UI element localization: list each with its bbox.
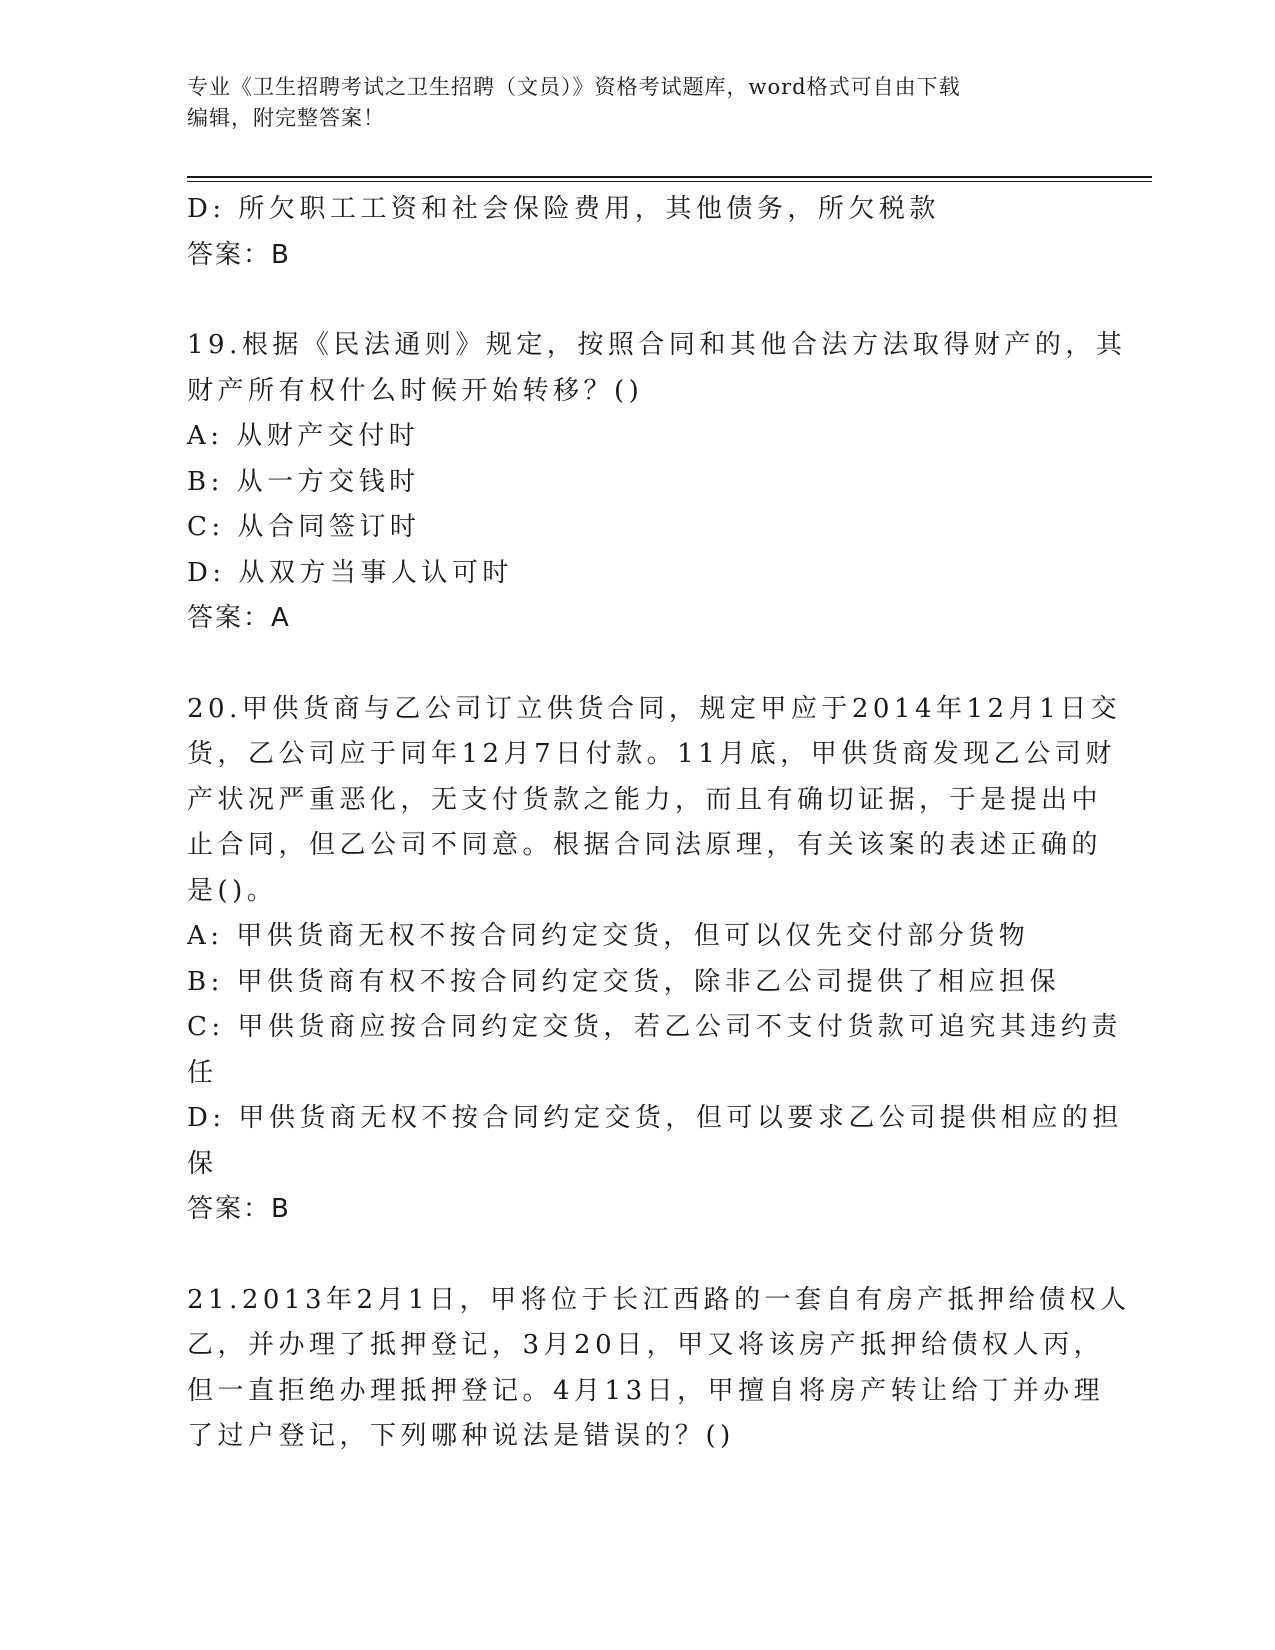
question-stem: 但一直拒绝办理抵押登记。4月13日，甲擅自将房产转让给丁并办理: [187, 1375, 1105, 1406]
option-c: C: 甲供货商应按合同约定交货，若乙公司不支付货款可追究其违约责: [187, 1012, 1122, 1042]
option-c-continued: 任: [187, 1057, 218, 1088]
question-content: [187, 187, 1131, 1460]
option-c: C: 从合同签订时: [187, 512, 421, 542]
option-d: D: 所欠职工工资和社会保险费用，其他债务，所欠税款: [187, 194, 940, 224]
header-line-2: 编辑，附完整答案！: [187, 106, 385, 130]
question-stem: 19.根据《民法通则》规定，按照合同和其他合法方法取得财产的，其: [187, 330, 1127, 360]
answer-label: 答案：B: [187, 239, 291, 270]
header-divider-thick: [187, 176, 1152, 178]
answer-label: 答案：A: [187, 603, 291, 633]
question-stem: 止合同，但乙公司不同意。根据合同法原理，有关该案的表述正确的: [187, 830, 1103, 860]
option-a: A: 甲供货商无权不按合同约定交货，但可以仅先交付部分货物: [187, 921, 1030, 951]
question-20: [187, 687, 1123, 1233]
header-divider-thin: [187, 181, 1152, 182]
question-stem: 是()。: [187, 875, 278, 906]
question-stem: 21.2013年2月1日，甲将位于长江西路的一套自有房产抵押给债权人: [187, 1284, 1131, 1315]
question-stem: 财产所有权什么时候开始转移？(): [187, 375, 644, 406]
option-a: A: 从财产交付时: [187, 421, 420, 451]
page-header: [187, 72, 1087, 134]
spacer: [187, 278, 1087, 323]
header-line-1: 专业《卫生招聘考试之卫生招聘（文员）》资格考试题库，word格式可自由下载: [187, 75, 961, 99]
option-d: D: 从双方当事人认可时: [187, 557, 513, 588]
answer-label: 答案：B: [187, 1194, 291, 1224]
question-stem: 了过户登记，下列哪种说法是错误的？(): [187, 1421, 735, 1451]
option-b: B: 甲供货商有权不按合同约定交货，除非乙公司提供了相应担保: [187, 966, 1061, 997]
option-b: B: 从一方交钱时: [187, 466, 420, 497]
question-19: [187, 323, 1127, 642]
question-stem: 乙，并办理了抵押登记，3月20日，甲又将该房产抵押给债权人丙，: [187, 1330, 1105, 1360]
spacer: [187, 642, 1087, 687]
option-d: D: 甲供货商无权不按合同约定交货，但可以要求乙公司提供相应的担: [187, 1103, 1123, 1133]
question-stem: 产状况严重恶化，无支付货款之能力，而且有确切证据，于是提出中: [187, 784, 1103, 815]
question-18-tail: [187, 187, 1087, 278]
question-21: [187, 1278, 1131, 1460]
question-stem: 货，乙公司应于同年12月7日付款。11月底，甲供货商发现乙公司财: [187, 739, 1116, 769]
spacer: [187, 1233, 1087, 1278]
option-d-continued: 保: [187, 1148, 218, 1179]
question-stem: 20.甲供货商与乙公司订立供货合同，规定甲应于2014年12月1日交: [187, 693, 1122, 724]
